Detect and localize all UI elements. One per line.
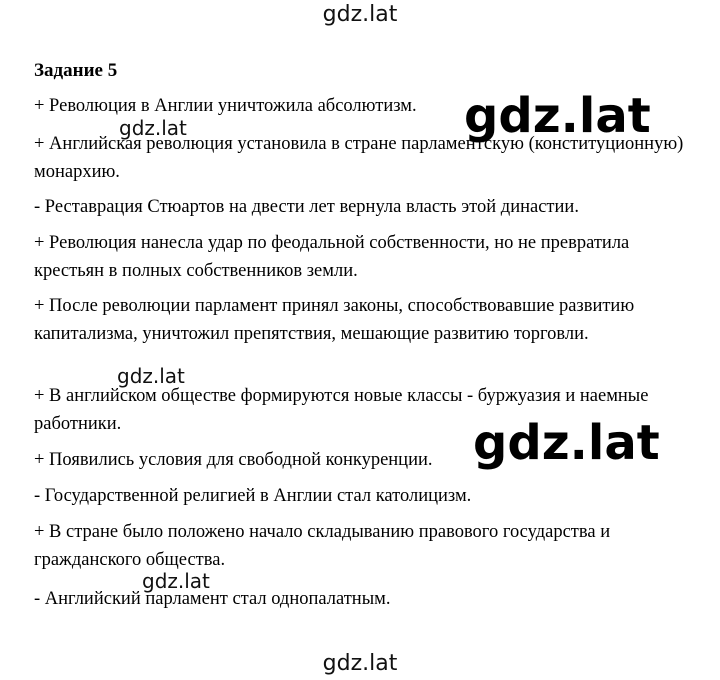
watermark-bottom: gdz.lat bbox=[322, 651, 398, 676]
statement-9: + В стране было положено начало складыванию правового государства и гражданского общества. bbox=[34, 522, 611, 570]
statement-1: + Революция в Англии уничтожила абсолютизм. bbox=[34, 96, 417, 116]
statement-10: - Английский парламент стал однопалатным. bbox=[34, 589, 391, 609]
watermark-small-3: gdz.lat bbox=[142, 569, 210, 593]
watermark-large-2: gdz.lat bbox=[473, 415, 660, 471]
watermark-large-1: gdz.lat bbox=[464, 88, 651, 144]
watermark-small-2: gdz.lat bbox=[117, 364, 185, 388]
statement-6: + В английском обществе формируются новые классы - буржуазия и наемные работники. bbox=[34, 386, 649, 434]
statement-3: - Реставрация Стюартов на двести лет вернула власть этой династии. bbox=[34, 197, 579, 217]
statement-4: + Революция нанесла удар по феодальной собственности, но не превратила крестьян в полных собственников земли. bbox=[34, 233, 630, 281]
statement-2: + Английская революция установила в стране парламентскую (конституционную) монархию. bbox=[34, 134, 684, 182]
watermark-small-1: gdz.lat bbox=[119, 116, 187, 140]
statement-8: - Государственной религией в Англии стал католицизм. bbox=[34, 486, 472, 506]
watermark-top: gdz.lat bbox=[322, 2, 398, 27]
statement-5: + После революции парламент принял законы, способствовавшие развитию капитализма, уничтожил препятствия, мешающие развитию торговли. bbox=[34, 296, 635, 344]
statement-7: + Появились условия для свободной конкуренции. bbox=[34, 450, 433, 470]
task-title: Задание 5 bbox=[34, 60, 118, 81]
